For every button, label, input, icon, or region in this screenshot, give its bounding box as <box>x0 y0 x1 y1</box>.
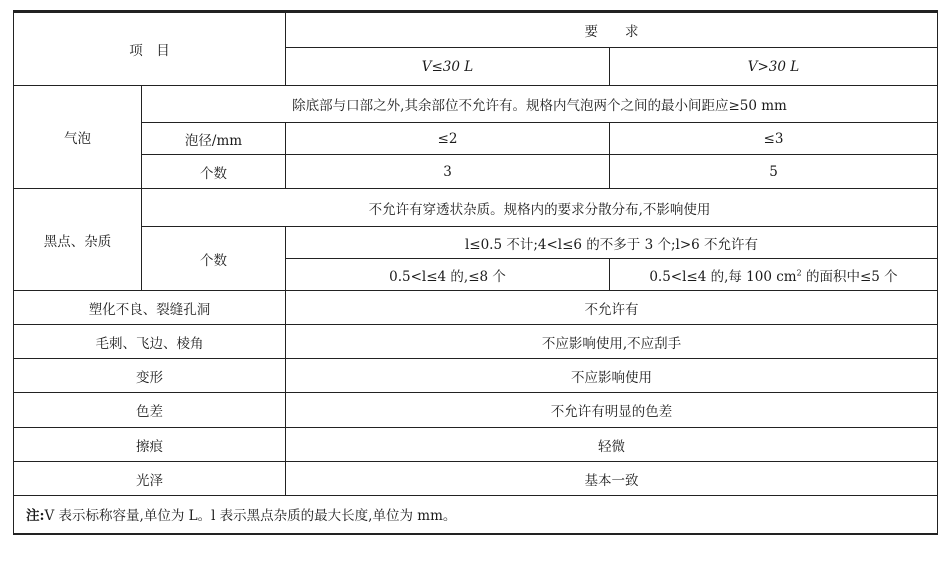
bubble-label: 气泡 <box>14 86 142 189</box>
note-text: V 表示标称容量,单位为 L。l 表示黑点杂质的最大长度,单位为 mm。 <box>44 508 457 525</box>
header-item: 项 目 <box>14 12 286 86</box>
row-label-4: 擦痕 <box>14 428 286 462</box>
row-value-4: 轻微 <box>286 428 938 462</box>
impurity-count-large-post: 的面积中≤5 个 <box>801 268 898 285</box>
note-prefix: 注: <box>26 508 45 525</box>
bubble-diameter-label: 泡径/mm <box>142 123 286 155</box>
row-label-5: 光泽 <box>14 462 286 496</box>
bubble-count-large: 5 <box>610 155 938 189</box>
row-label-1: 毛刺、飞边、棱角 <box>14 325 286 359</box>
row-label-0: 塑化不良、裂缝孔洞 <box>14 291 286 325</box>
impurity-count-small: 0.5<l≤4 的,≤8 个 <box>286 259 610 291</box>
row-value-5: 基本一致 <box>286 462 938 496</box>
bubble-count-small: 3 <box>286 155 610 189</box>
header-v-large: V>30 L <box>610 48 938 86</box>
row-value-0: 不允许有 <box>286 291 938 325</box>
impurity-count-large <box>610 259 938 291</box>
requirements-table-container <box>13 10 937 535</box>
impurity-rule: 不允许有穿透状杂质。规格内的要求分散分布,不影响使用 <box>142 189 938 227</box>
row-value-3: 不允许有明显的色差 <box>286 393 938 428</box>
impurity-count-large-pre: 0.5<l≤4 的,每 100 cm <box>649 268 797 285</box>
row-label-2: 变形 <box>14 359 286 393</box>
impurity-count-label: 个数 <box>142 227 286 291</box>
table-note <box>14 496 938 534</box>
impurity-label: 黑点、杂质 <box>14 189 142 291</box>
header-v-small: V≤30 L <box>286 48 610 86</box>
row-value-1: 不应影响使用,不应刮手 <box>286 325 938 359</box>
row-value-2: 不应影响使用 <box>286 359 938 393</box>
row-label-3: 色差 <box>14 393 286 428</box>
bubble-rule: 除底部与口部之外,其余部位不允许有。规格内气泡两个之间的最小间距应≥50 mm <box>142 86 938 123</box>
header-requirement: 要 求 <box>286 12 938 48</box>
impurity-count-large-sup: 2 <box>796 268 802 277</box>
bubble-count-label: 个数 <box>142 155 286 189</box>
bubble-diameter-small: ≤2 <box>286 123 610 155</box>
requirements-table <box>13 10 938 535</box>
bubble-diameter-large: ≤3 <box>610 123 938 155</box>
impurity-count-rule: l≤0.5 不计;4<l≤6 的不多于 3 个;l>6 不允许有 <box>286 227 938 259</box>
